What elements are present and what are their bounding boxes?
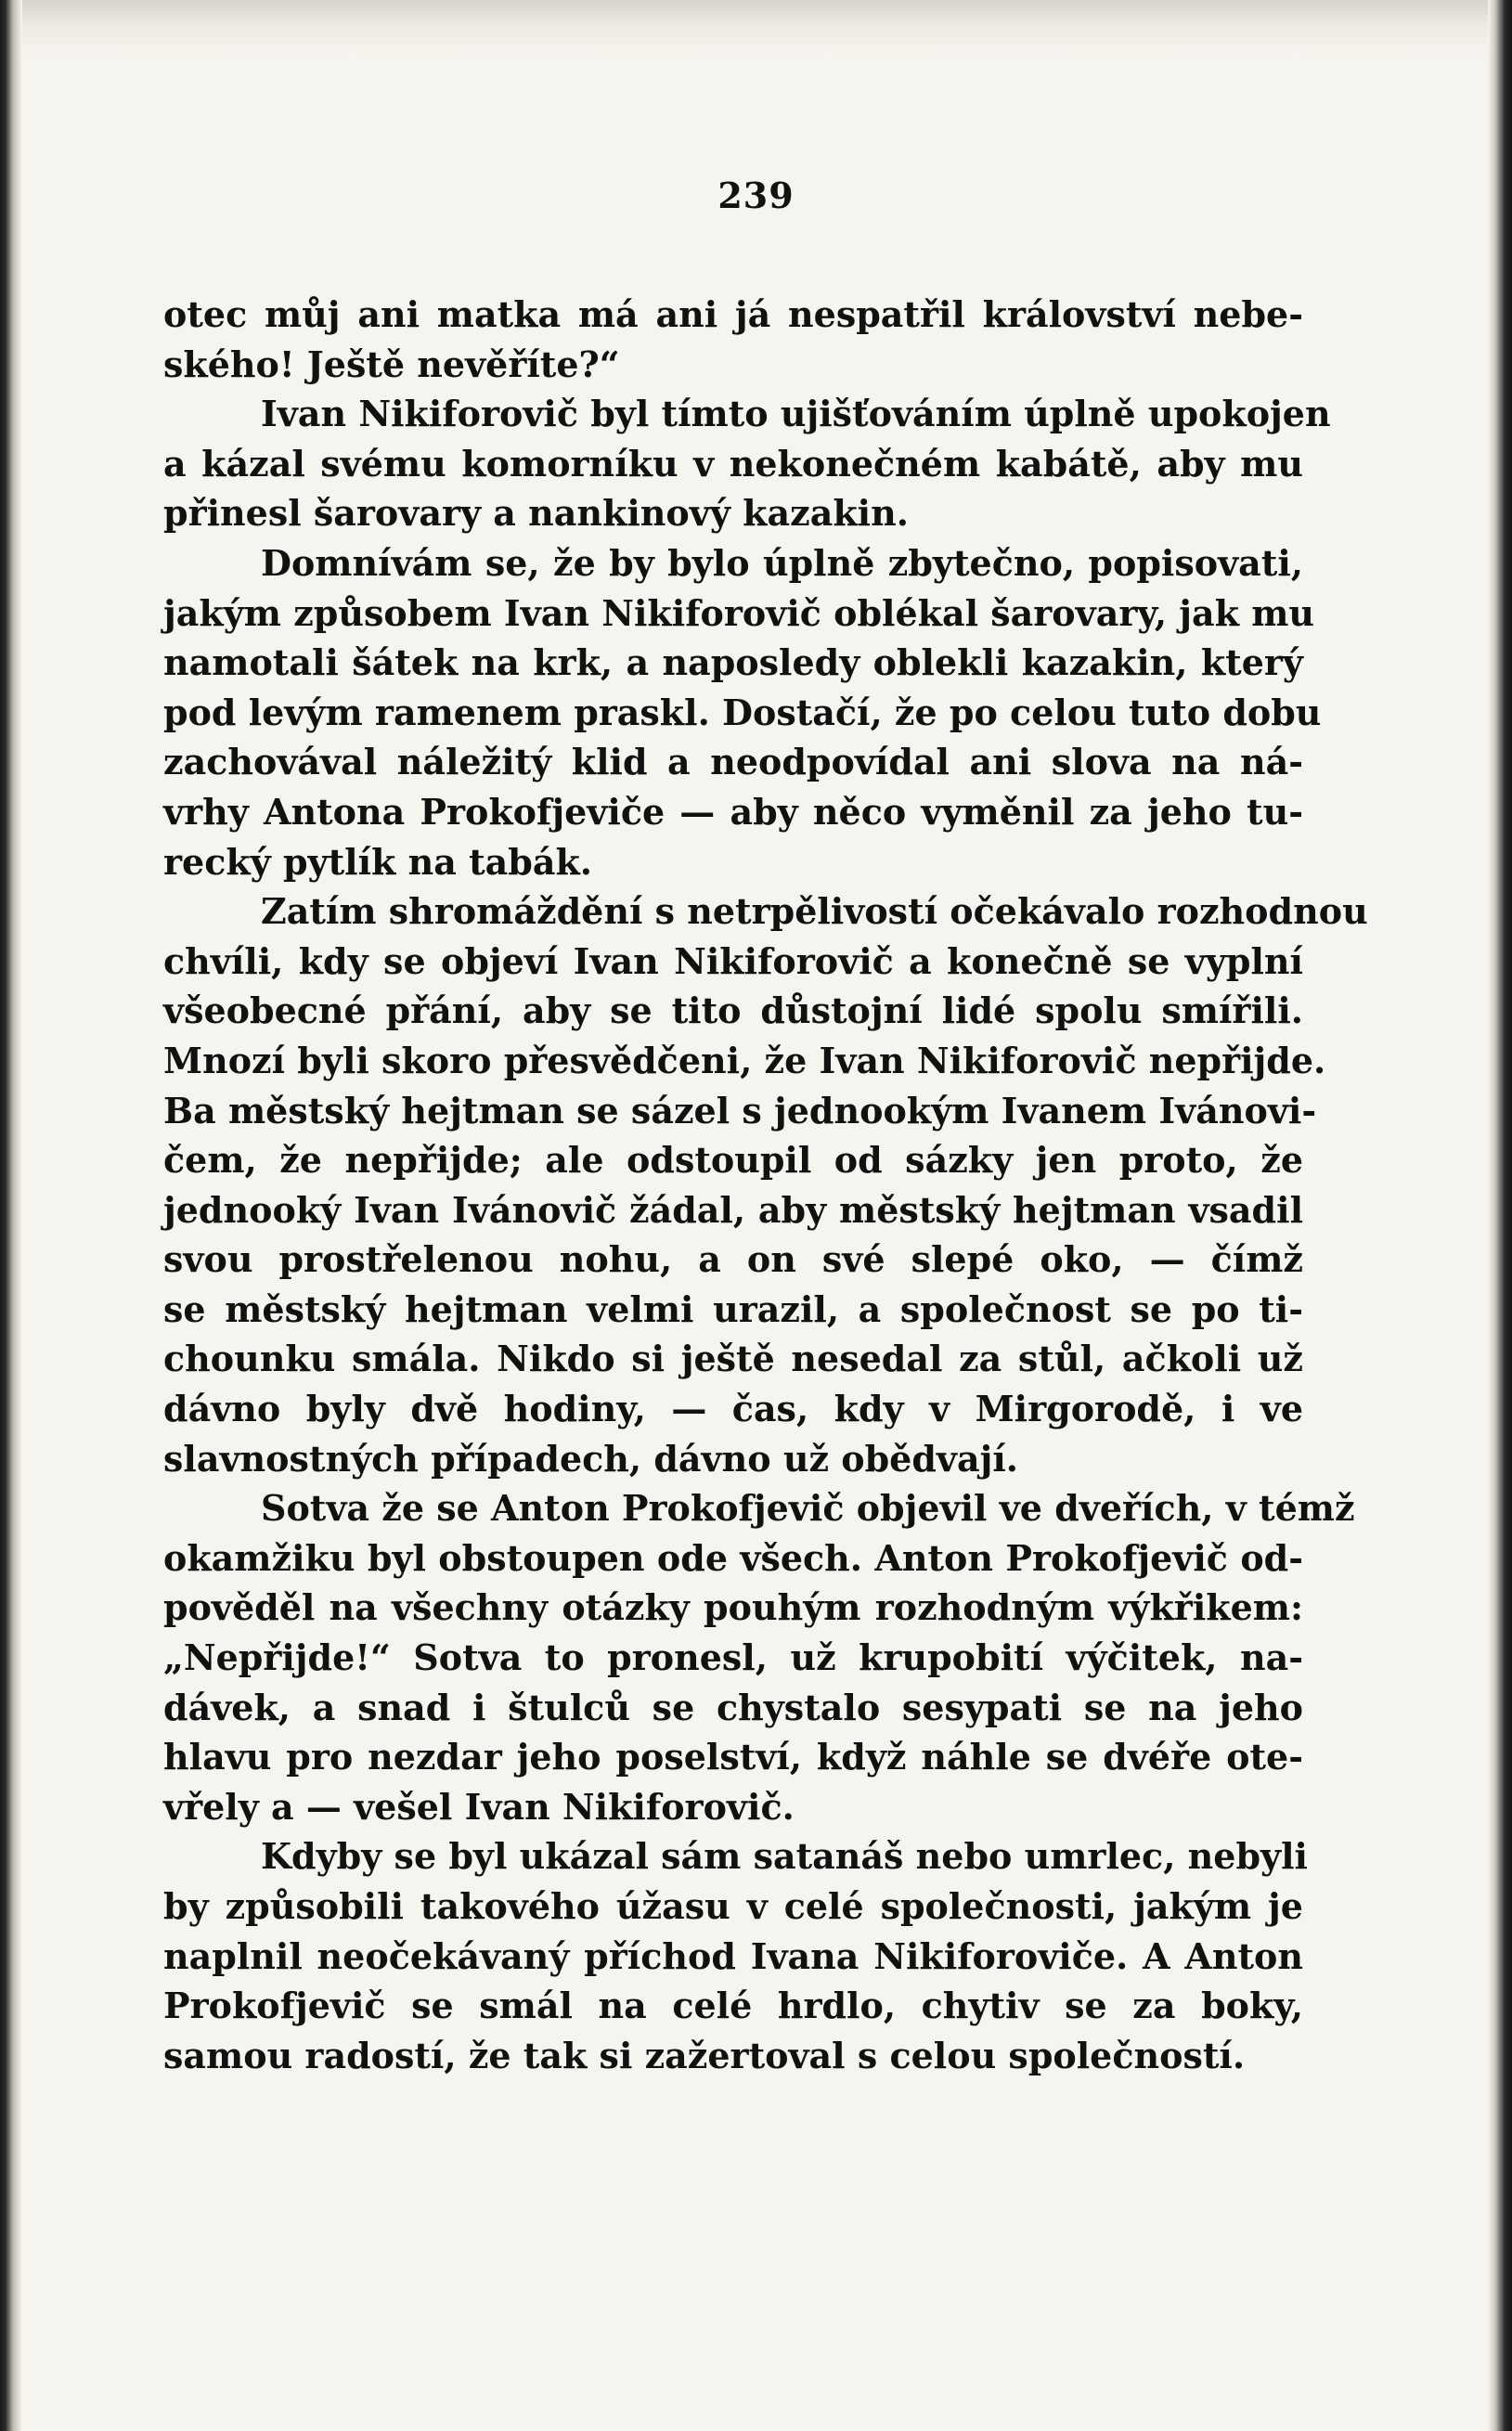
- text-line: Sotva že se Anton Prokofjevič objevil ve dveřích, v témž: [261, 1487, 1355, 1530]
- text-line: hlavu pro nezdar jeho poselství, když náhle se dvéře ote-: [163, 1736, 1303, 1778]
- paragraph: [163, 290, 1303, 389]
- text-line: otec můj ani matka má ani já nespatřil království nebe-: [163, 293, 1303, 335]
- text-line: dávek, a snad i štulců se chystalo sesypati se na jeho: [163, 1686, 1303, 1728]
- text-line: chvíli, kdy se objeví Ivan Nikiforovič a konečně se vyplní: [163, 939, 1303, 982]
- text-line: pod levým ramenem praskl. Dostačí, že po celou tuto dobu: [163, 691, 1322, 733]
- text-line: jakým způsobem Ivan Nikiforovič oblékal šarovary, jak mu: [163, 591, 1315, 634]
- paragraph: [163, 538, 1322, 886]
- text-line: a kázal svému komorníku v nekonečném kabátě, aby mu: [163, 442, 1303, 485]
- text-line: vřely a — vešel Ivan Nikiforovič.: [163, 1785, 795, 1828]
- paragraph: [163, 389, 1331, 538]
- text-line: Ivan Nikiforovič byl tímto ujišťováním úplně upokojen: [261, 393, 1331, 435]
- text-line: vrhy Antona Prokofjeviče — aby něco vyměnil za jeho tu-: [163, 790, 1303, 833]
- text-line: čem, že nepřijde; ale odstoupil od sázky jen proto, že: [163, 1139, 1303, 1182]
- page-left-edge: [0, 0, 22, 2431]
- text-line: všeobecné přání, aby se tito důstojní lidé spolu smířili.: [163, 989, 1303, 1032]
- text-line: namotali šátek na krk, a naposledy oblekli kazakin, který: [163, 641, 1303, 684]
- text-line: Kdyby se byl ukázal sám satanáš nebo umrlec, nebyli: [261, 1835, 1308, 1878]
- body-text: [163, 290, 1368, 2080]
- text-line: ského! Ještě nevěříte?“: [163, 343, 620, 385]
- text-line: okamžiku byl obstoupen ode všech. Anton Prokofjevič od-: [163, 1536, 1303, 1579]
- text-line: chounku smála. Nikdo si ještě nesedal za stůl, ačkoli už: [163, 1338, 1303, 1380]
- text-line: přinesl šarovary a nankinový kazakin.: [163, 492, 909, 535]
- text-line: se městský hejtman velmi urazil, a společnost se po ti-: [163, 1287, 1303, 1330]
- page-top-shadow: [0, 0, 1512, 56]
- text-line: by způsobili takového úžasu v celé společnosti, jakým je: [163, 1885, 1303, 1927]
- page-number: 239: [717, 175, 795, 216]
- page-right-edge: [1488, 0, 1512, 2431]
- text-line: slavnostných případech, dávno už obědvají.: [163, 1437, 1019, 1480]
- text-line: dávno byly dvě hodiny, — čas, kdy v Mirgorodě, i ve: [163, 1388, 1303, 1430]
- text-line: jednooký Ivan Ivánovič žádal, aby městský hejtman vsadil: [163, 1188, 1303, 1231]
- paragraph: [163, 1831, 1308, 2080]
- text-line: „Nepřijde!“ Sotva to pronesl, už krupobití výčitek, na-: [163, 1636, 1303, 1679]
- text-line: Prokofjevič se smál na celé hrdlo, chytiv se za boky,: [163, 1985, 1303, 2027]
- text-line: naplnil neočekávaný příchod Ivana Nikiforoviče. A Anton: [163, 1934, 1303, 1977]
- paragraph: [163, 1483, 1355, 1831]
- paragraph: [163, 886, 1368, 1483]
- text-line: Mnozí byli skoro přesvědčeni, že Ivan Nikiforovič nepřijde.: [163, 1039, 1326, 1081]
- text-line: pověděl na všechny otázky pouhým rozhodným výkřikem:: [163, 1586, 1303, 1629]
- text-line: svou prostřelenou nohu, a on své slepé oko, — čímž: [163, 1238, 1303, 1281]
- text-line: Domnívám se, že by bylo úplně zbytečno, popisovati,: [261, 541, 1303, 584]
- text-line: Ba městský hejtman se sázel s jednookým Ivanem Ivánovi-: [163, 1089, 1317, 1131]
- text-line: Zatím shromáždění s netrpělivostí očekávalo rozhodnou: [261, 890, 1368, 933]
- text-line: recký pytlík na tabák.: [163, 840, 593, 883]
- text-line: samou radostí, že tak si zažertoval s celou společností.: [163, 2034, 1246, 2076]
- text-line: zachovával náležitý klid a neodpovídal ani slova na ná-: [163, 741, 1303, 783]
